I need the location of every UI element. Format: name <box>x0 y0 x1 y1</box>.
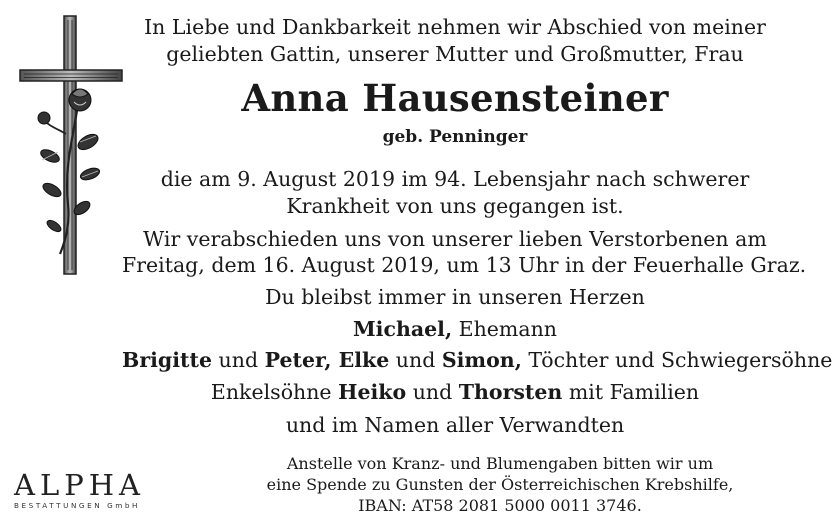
logo-subtitle: BESTATTUNGEN GmbH <box>14 501 141 510</box>
donation-line-1: Anstelle von Kranz- und Blumengaben bitten wir um <box>286 454 714 473</box>
grandsons-label: Enkelsöhne <box>210 380 339 404</box>
husband-name: Michael, <box>352 317 453 341</box>
closing-line: Du bleibst immer in unseren Herzen <box>265 285 645 309</box>
logo-word: ALPHA <box>14 468 145 502</box>
daughter-2: Elke <box>331 348 390 372</box>
son-in-law-1: Peter, <box>264 348 332 372</box>
grandsons-suffix: mit Familien <box>562 380 700 404</box>
donation-line-3: IBAN: AT58 2081 5000 0011 3746. <box>358 496 642 515</box>
husband-role: Ehemann <box>452 317 557 341</box>
grandson-2: Thorsten <box>458 380 563 404</box>
mourner-husband <box>110 316 800 343</box>
deceased-name: Anna Hausensteiner <box>241 76 669 120</box>
farewell-line-1: Wir verabschieden uns von unserer lieben Verstorbenen am <box>143 227 767 251</box>
conjunction: und <box>212 348 265 372</box>
daughter-1: Brigitte <box>122 348 213 372</box>
son-in-law-2: Simon, <box>441 348 522 372</box>
conjunction: und <box>389 348 442 372</box>
birth-name: geb. Penninger <box>382 127 528 147</box>
funeral-home-logo <box>14 468 145 510</box>
mourner-children <box>122 347 832 374</box>
farewell-line-2: Freitag, dem 16. August 2019, um 13 Uhr in der Feuerhalle Graz. <box>122 253 807 277</box>
death-line-1: die am 9. August 2019 im 94. Lebensjahr nach schwerer <box>160 167 750 191</box>
intro-line-1: In Liebe und Dankbarkeit nehmen wir Abschied von meiner <box>144 15 766 39</box>
donation-line-2: eine Spende zu Gunsten der Österreichischen Krebshilfe, <box>266 475 734 494</box>
relatives-line: und im Namen aller Verwandten <box>285 413 625 437</box>
intro-line-2: geliebten Gattin, unserer Mutter und Großmutter, Frau <box>166 42 744 66</box>
death-line-2: Krankheit von uns gegangen ist. <box>286 194 624 218</box>
grandson-1: Heiko <box>338 380 407 404</box>
children-role: Töchter und Schwiegersöhne <box>521 348 832 372</box>
conjunction: und <box>406 380 459 404</box>
mourner-grandsons <box>110 379 800 406</box>
